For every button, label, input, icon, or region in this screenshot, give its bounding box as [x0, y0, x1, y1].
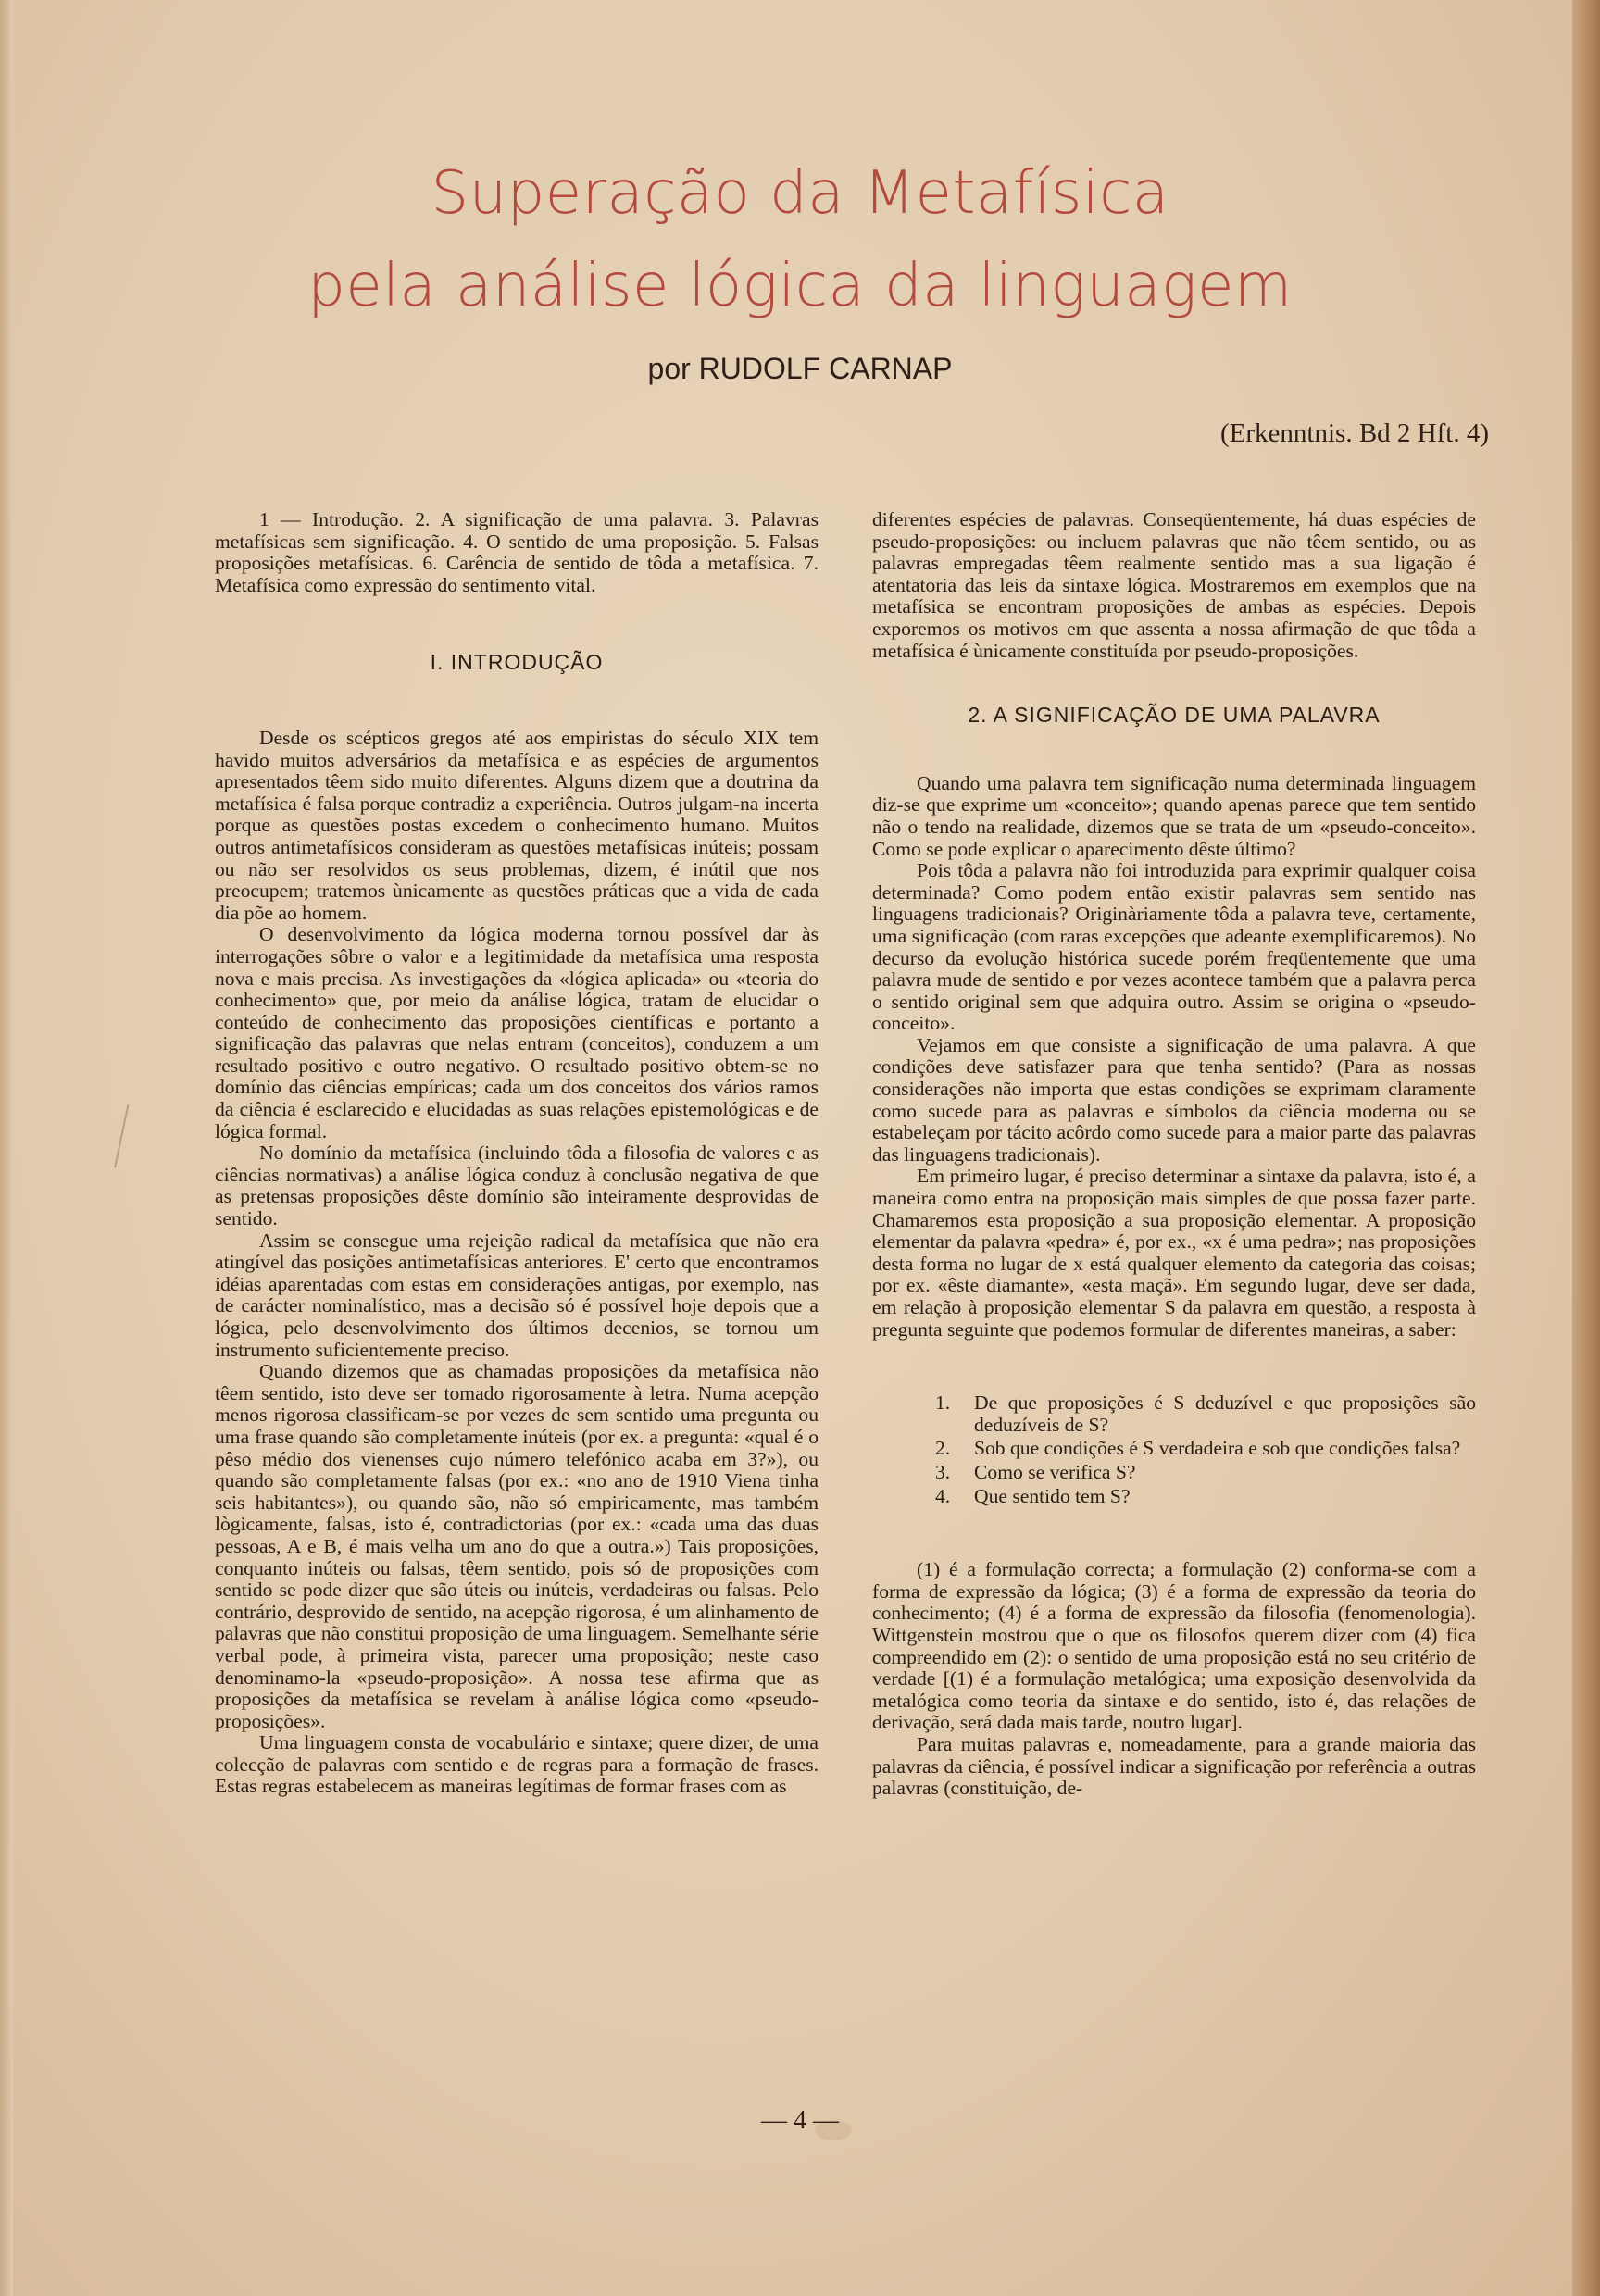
list-item: [872, 1438, 1476, 1460]
list-text: De que proposições é S deduzível e que proposições são deduzíveis de S?: [974, 1391, 1476, 1436]
paragraph: Pois tôda a palavra não foi introduzida para exprimir qualquer coisa determinada? Como podem então existir palavras sem sentido nas linguagens tradicionais? Originàriamente tôda a palavra teve, certamente, uma significação (com raras excepções que adeante exemplificaremos). No decurso da evolução histórica sucede porém freqüentemente que uma palavra mude de sentido e por vezes acontece também que a palavra perca o sentido original sem que adquira outro. Assim se origina o «pseudo-conceito».: [872, 859, 1476, 1035]
paragraph: Quando uma palavra tem significação numa determinada linguagem diz-se que exprime um «conceito»; quando apenas parece que tem sentido não o tendo na realidade, dizemos que se trata de um «pseudo-conceito». Como se pode explicar o aparecimento dêste último?: [872, 771, 1476, 860]
numbered-question-list: [872, 1392, 1476, 1507]
list-text: Que sentido tem S?: [974, 1484, 1131, 1507]
page-right-edge: [1572, 0, 1600, 2296]
paragraph: Em primeiro lugar, é preciso determinar a sintaxe da palavra, isto é, a maneira como entra na proposição mais simples de que possa fazer parte. Chamaremos esta proposição a sua proposição elementar. A proposição elementar da palavra «pedra» é, por ex., «x é uma pedra»; nas proposições desta forma no lugar de x está qualquer elemento da categoria das coisas; por ex. «êste diamante», «esta maçã». Em segundo lugar, deve ser dada, em relação à proposição elementar S da palavra em questão, a resposta à pregunta seguinte que podemos formular de diferentes maneiras, a saber:: [872, 1165, 1476, 1341]
list-item: [872, 1392, 1476, 1436]
right-column: [872, 509, 1476, 1800]
paragraph: Desde os scépticos gregos até aos empiristas do século XIX tem havido muitos adversários da metafísica e as espécies de argumentos apresentados têem sido muito diferentes. Alguns dizem que a doutrina da metafísica é falsa porque contradiz a experiência. Outros julgam-na incerta porque as questões postas excedem o conhecimento humano. Muitos outros antimetafísicos consideram as questões metafísicas inúteis; possam ou não ser resolvidos os seus problemas, dizem, é inútil que nos preocupem; tratemos ùnicamente as questões práticas que a vida de cada dia põe ao homem.: [215, 726, 819, 924]
source-citation: (Erkenntnis. Bd 2 Hft. 4): [1220, 418, 1489, 448]
list-text: Sob que condições é S verdadeira e sob que condições falsa?: [974, 1437, 1461, 1460]
list-number: 2.: [935, 1437, 951, 1460]
paragraph: Vejamos em que consiste a significação de uma palavra. A que condições deve satisfazer para que tenha sentido? (Para as nossas considerações não importa que estas condições se exprimam claramente como sucede para as palavras e símbolos da ciência moderna ou se estabeleçam por tácito acôrdo como sucede para a maior parte das palavras das linguagens tradicionais).: [872, 1033, 1476, 1166]
left-column: [215, 509, 819, 1798]
table-of-contents: 1 — Introdução. 2. A significação de uma palavra. 3. Palavras metafísicas sem significação. 4. O sentido de uma proposição. 5. Falsas proposições metafísicas. 6. Carência de sentido de tôda a metafísica. 7. Metafísica como expressão do sentimento vital.: [215, 508, 819, 596]
pencil-mark: [114, 1104, 156, 1173]
paragraph: Para muitas palavras e, nomeadamente, para a grande maioria das palavras da ciência, é possível indicar a significação por referência a outras palavras (constituição, de-: [872, 1732, 1476, 1800]
paragraph: Quando dizemos que as chamadas proposições da metafísica não têem sentido, isto deve ser tomado rigorosamente à letra. Numa acepção menos rigorosa classificam-se por vezes de sem sentido uma pregunta ou uma frase quando são completamente inúteis (por ex. a pregunta: «qual é o pêso médio dos vienenses cujo número telefónico acaba em 3?»), ou quando são completamente falsas (por ex.: «no ano de 1910 Viena tinha seis habitantes»), ou quando são, não só empiricamente, mas também lògicamente, falsas, isto é, contradictorias (por ex.: «cada uma das duas pessoas, A e B, é mais velha um ano do que a outra.») Tais proposições, conquanto inúteis ou falsas, têem sentido, pois só de proposições com sentido se pode dizer que são úteis ou inúteis, verdadeiras ou falsas. Pelo contrário, desprovido de sentido, na acepção rigorosa, é um alinhamento de palavras que não constitui proposição de uma linguagem. Semelhante série verbal pode, à primeira vista, parecer uma proposição; neste caso denominamo-la «pseudo-proposição». A nossa tese afirma que as proposições da metafísica se revelam à análise lógica como «pseudo-proposições».: [215, 1360, 819, 1732]
list-number: 1.: [935, 1391, 951, 1415]
paragraph: Uma linguagem consta de vocabulário e sintaxe; quere dizer, de uma colecção de palavras com sentido e de regras para a formação de frases. Estas regras estabelecem as maneiras legítimas de formar frases com as: [215, 1731, 819, 1798]
paragraph-continued: diferentes espécies de palavras. Conseqüentemente, há duas espécies de pseudo-proposições: ou incluem palavras que não têem sentido, ou as palavras empregadas têem realmente sentido mas a sua ligação é atentatoria das leis da sintaxe lógica. Mostraremos em exemplos que na metafísica se encontram proposições de ambas as espécies. Depois exporemos os motivos em que assenta a nossa afirmação de que tôda a metafísica é ùnicamente constituída por pseudo-proposições.: [872, 508, 1476, 662]
article-title-line-1: Superação da Metafísica: [431, 159, 1169, 228]
list-item: [872, 1462, 1476, 1484]
list-text: Como se verifica S?: [974, 1460, 1136, 1483]
paragraph: O desenvolvimento da lógica moderna tornou possível dar às interrogações sôbre o valor e a legitimidade da metafísica uma resposta nova e mais precisa. As investigações da «lógica aplicada» ou «teoria do conhecimento» que, por meio da análise lógica, tratam de elucidar o conteúdo de conhecimento das proposições científicas e portanto a significação das palavras que nelas entram (conceitos), conduzem a um resultado positivo e outro negativo. O resultado positivo obtem-se no domínio das ciências empíricas; cada um dos conceitos dos vários ramos da ciência é esclarecido e elucidadas as suas relações epistemológicas e de lógica formal.: [215, 923, 819, 1142]
page-number: — 4 —: [761, 2106, 839, 2135]
page-left-edge: [0, 0, 13, 2296]
paragraph: No domínio da metafísica (incluindo tôda a filosofia de valores e as ciências normativas) a análise lógica conduz à conclusão negativa de que as pretensas proposições dêste domínio são inteiramente desprovidas de sentido.: [215, 1142, 819, 1230]
list-number: 4.: [935, 1484, 951, 1507]
list-item: [872, 1486, 1476, 1508]
article-title-line-2: pela análise lógica da linguagem: [307, 252, 1293, 320]
section-heading-significacao: 2. A SIGNIFICAÇÃO DE UMA PALAVRA: [968, 703, 1381, 728]
paragraph: (1) é a formulação correcta; a formulação (2) conforma-se com a forma de expressão da lógica; (3) é a forma de expressão da teoria do conhecimento; (4) é a forma de expressão da filosofia (fenomenologia). Wittgenstein mostrou que o que os filosofos querem dizer com (4) fica compreendido em (2): o sentido de uma proposição está no seu critério de verdade [(1) é a formulação metalógica; uma exposição desenvolvida da metalógica como teoria da sintaxe e do sentido, isto é, das relações de derivação, será dada mais tarde, noutro lugar].: [872, 1558, 1476, 1734]
paragraph: Assim se consegue uma rejeição radical da metafísica que não era atingível das posições antimetafísicas anteriores. E' certo que encontramos idéias aparentadas com estas em considerações antigas, por exemplo, nas de carácter nominalístico, mas a decisão só é possível hoje depois que a lógica, pelo desenvolvimento dos últimos decenios, se tornou um instrumento suficientemente preciso.: [215, 1229, 819, 1361]
author-byline: por RUDOLF CARNAP: [647, 352, 953, 385]
section-heading-introduction: I. INTRODUÇÃO: [430, 650, 604, 675]
list-number: 3.: [935, 1460, 951, 1483]
